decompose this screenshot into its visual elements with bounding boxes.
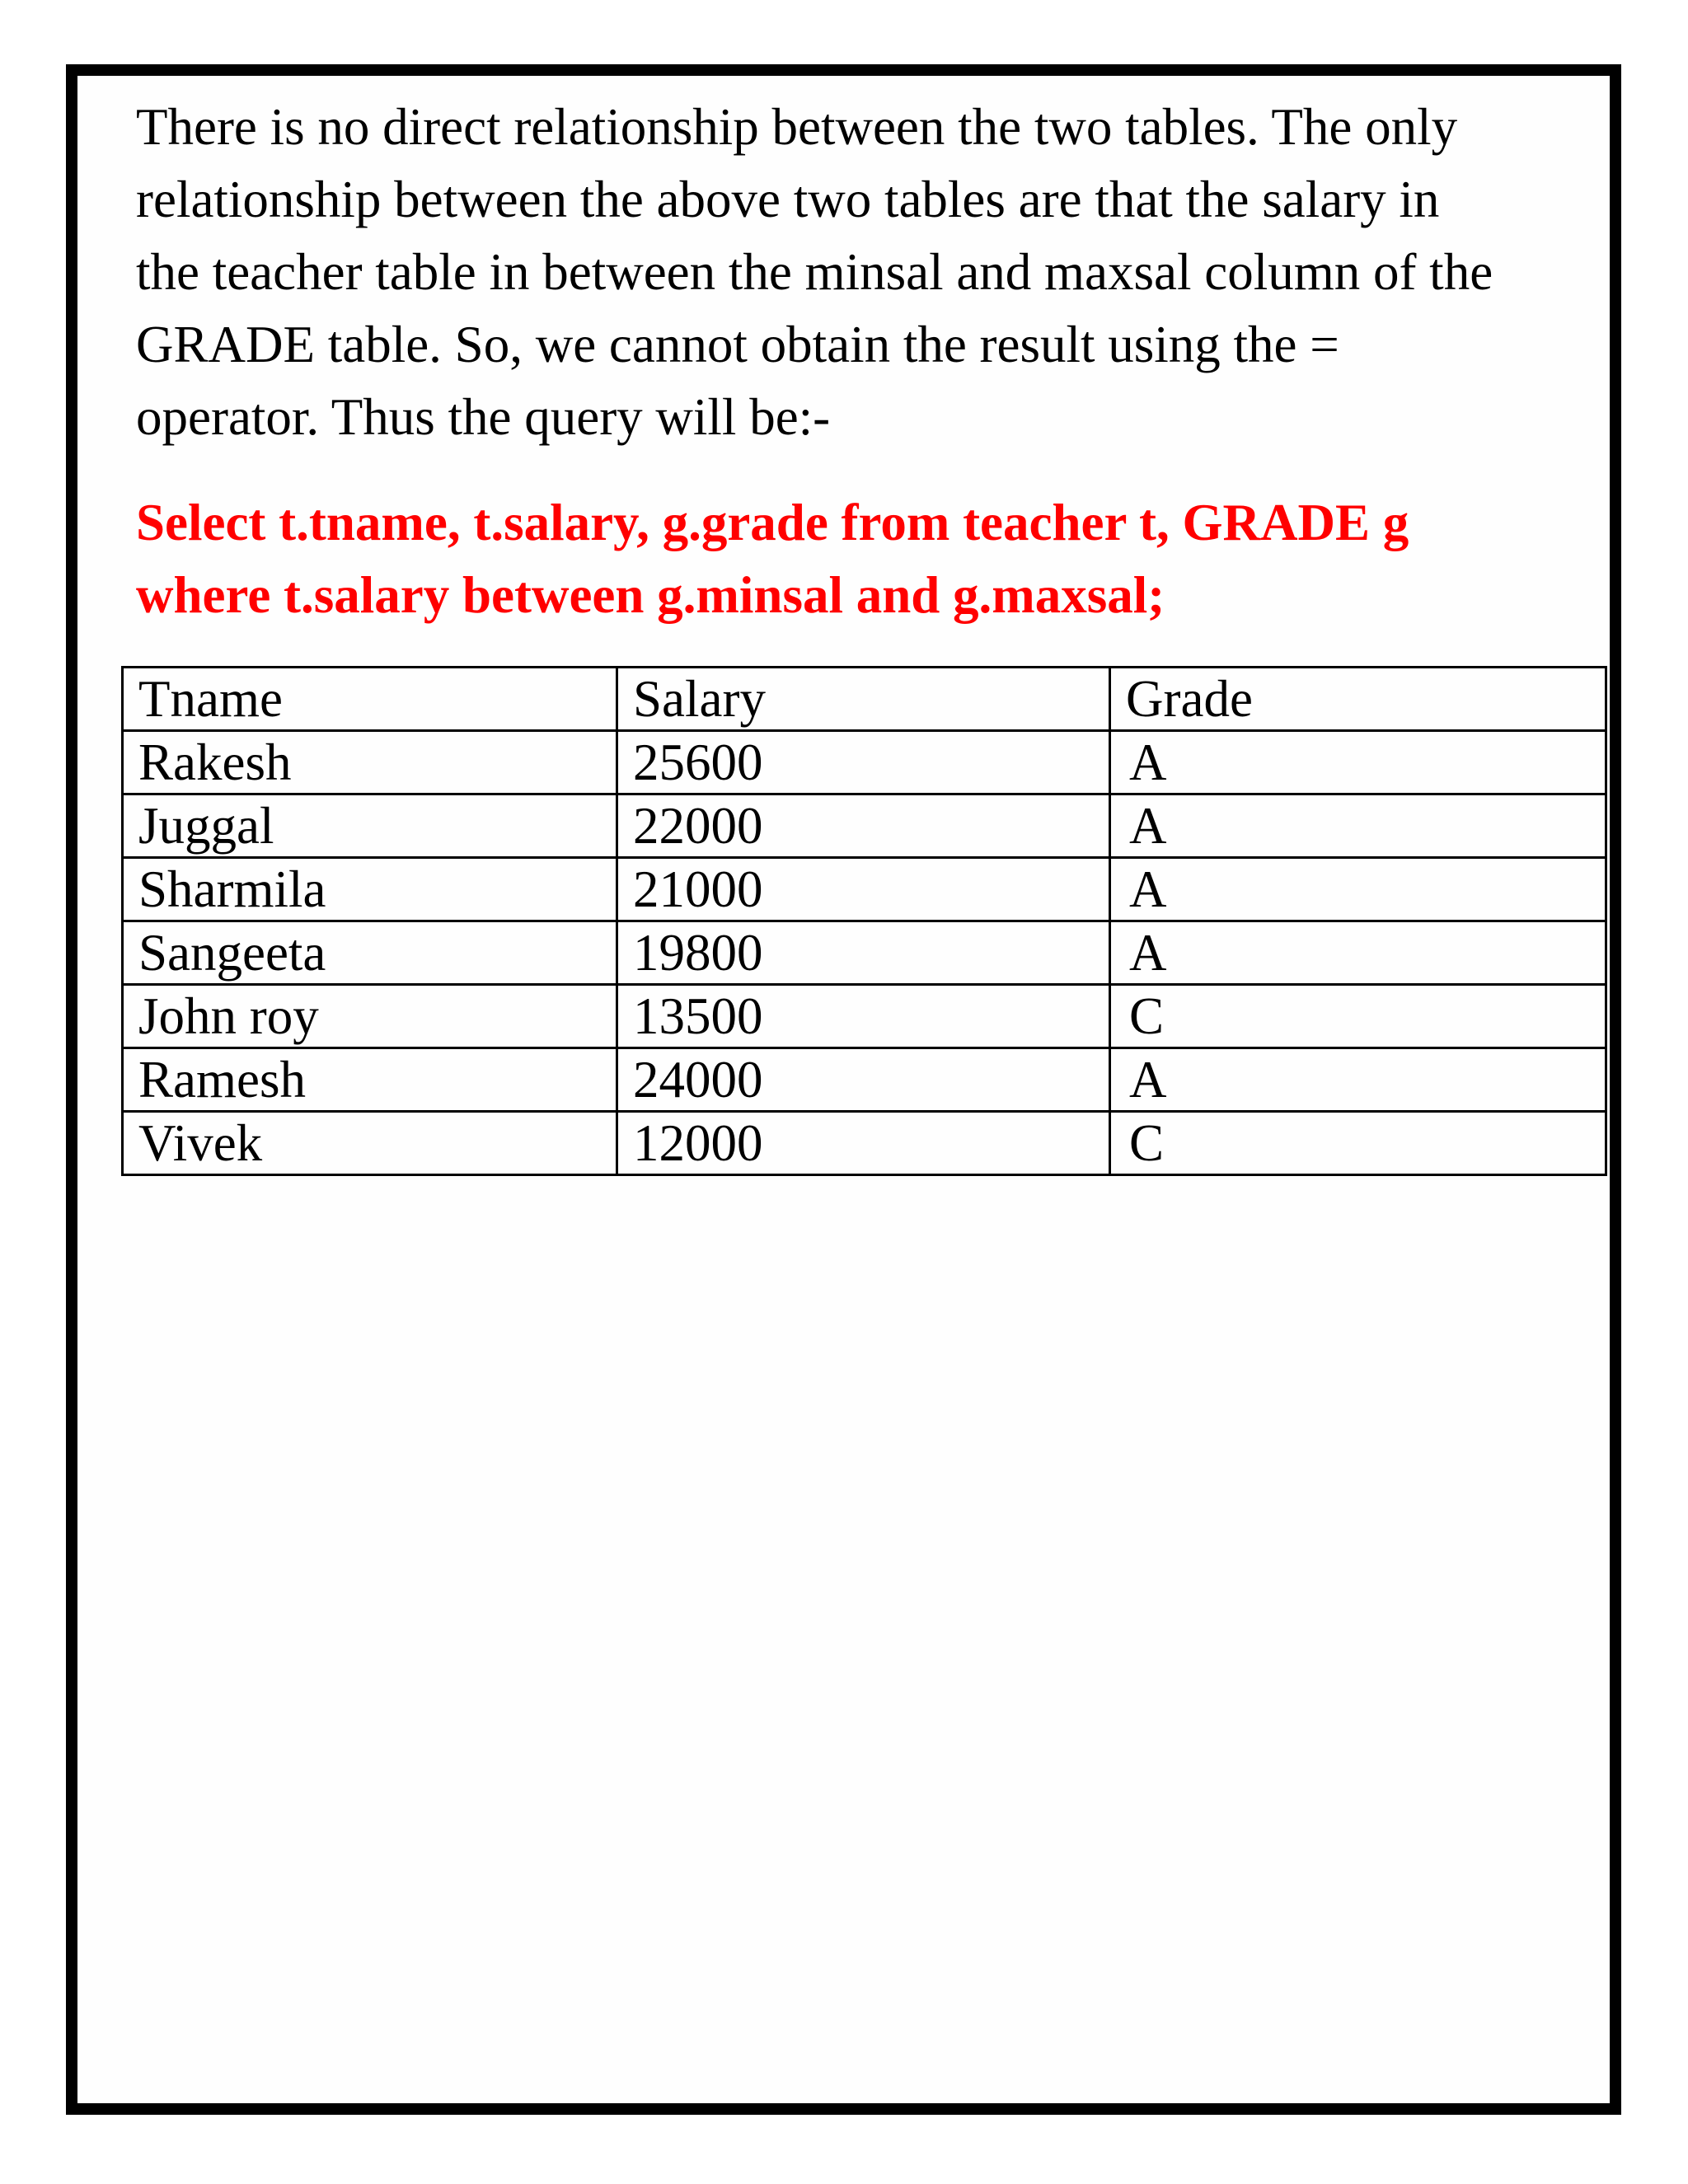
cell-salary: 25600: [617, 731, 1110, 794]
cell-grade: A: [1110, 794, 1606, 858]
cell-salary: 22000: [617, 794, 1110, 858]
cell-salary: 21000: [617, 858, 1110, 921]
column-header-tname: Tname: [123, 668, 617, 731]
cell-grade: C: [1110, 985, 1606, 1048]
query-line: where t.salary between g.minsal and g.maxsal;: [136, 566, 1165, 624]
cell-tname: Sangeeta: [123, 921, 617, 985]
paragraph-line: the teacher table in between the minsal and maxsal column of the: [136, 243, 1493, 301]
cell-tname: Vivek: [123, 1112, 617, 1175]
table-row: [123, 794, 1606, 858]
cell-tname: Ramesh: [123, 1048, 617, 1112]
cell-grade: A: [1110, 921, 1606, 985]
cell-grade: A: [1110, 858, 1606, 921]
sql-query: [136, 486, 1603, 631]
paragraph-line: relationship between the above two tables are that the salary in: [136, 171, 1440, 228]
cell-tname: John roy: [123, 985, 617, 1048]
paragraph-line: GRADE table. So, we cannot obtain the result using the =: [136, 316, 1339, 373]
cell-tname: Sharmila: [123, 858, 617, 921]
column-header-grade: Grade: [1110, 668, 1606, 731]
cell-tname: Rakesh: [123, 731, 617, 794]
table-header-row: [123, 668, 1606, 731]
cell-grade: A: [1110, 731, 1606, 794]
cell-salary: 12000: [617, 1112, 1110, 1175]
paragraph-line: operator. Thus the query will be:-: [136, 388, 831, 446]
cell-salary: 19800: [617, 921, 1110, 985]
table-row: [123, 858, 1606, 921]
table-row: [123, 985, 1606, 1048]
result-table: [121, 666, 1607, 1176]
table-row: [123, 1112, 1606, 1175]
explanation-paragraph: [136, 91, 1603, 453]
cell-salary: 13500: [617, 985, 1110, 1048]
table-row: [123, 731, 1606, 794]
paragraph-line: There is no direct relationship between the two tables. The only: [136, 98, 1458, 156]
cell-tname: Juggal: [123, 794, 617, 858]
table-row: [123, 1048, 1606, 1112]
query-line: Select t.tname, t.salary, g.grade from teacher t, GRADE g: [136, 494, 1409, 551]
cell-salary: 24000: [617, 1048, 1110, 1112]
cell-grade: C: [1110, 1112, 1606, 1175]
column-header-salary: Salary: [617, 668, 1110, 731]
table-row: [123, 921, 1606, 985]
cell-grade: A: [1110, 1048, 1606, 1112]
